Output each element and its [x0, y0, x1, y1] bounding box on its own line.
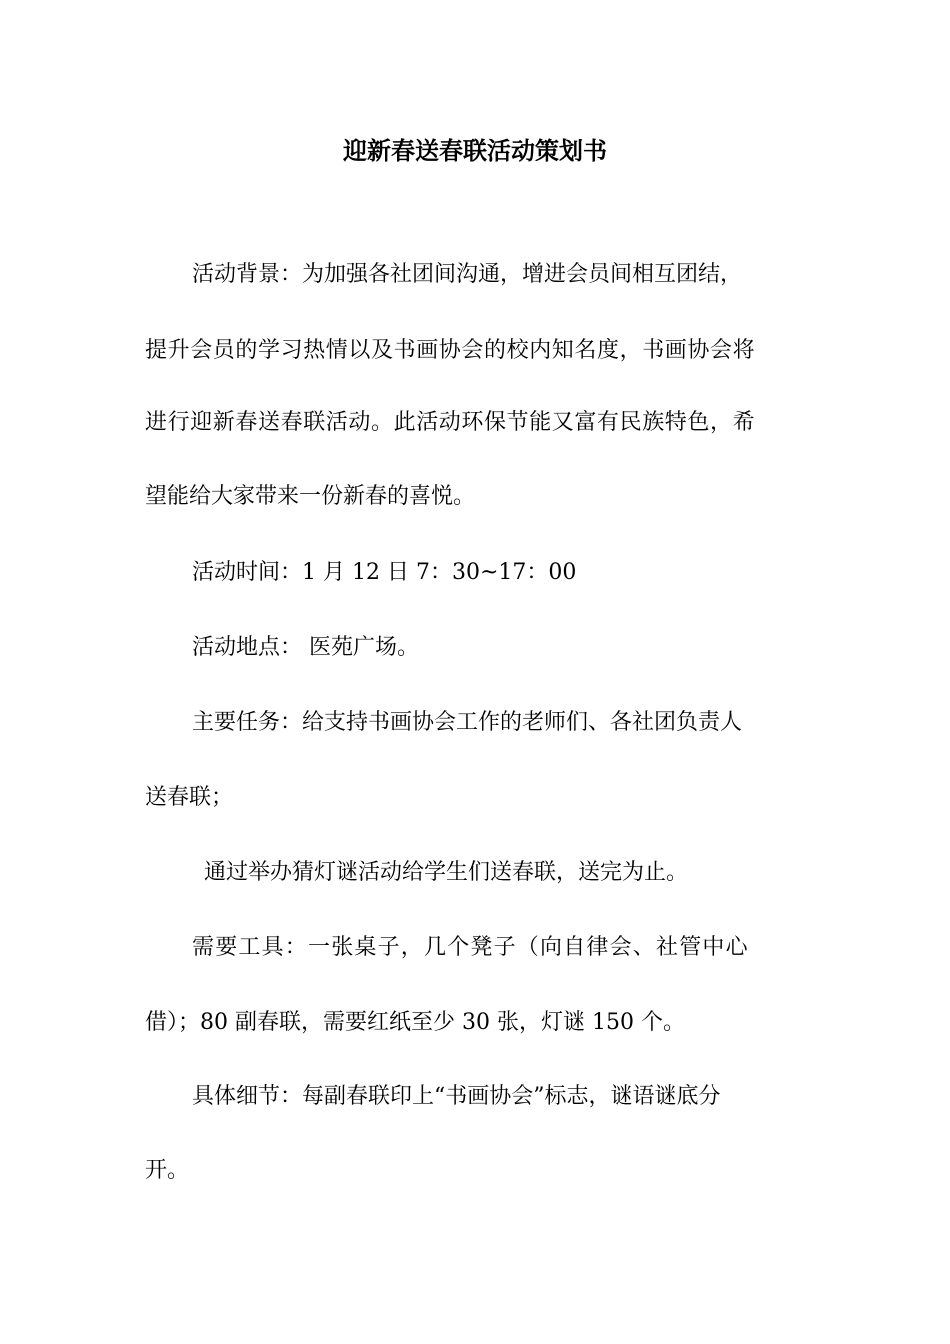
main-task-line-3: 通过举办猜灯谜活动给学生们送春联，送完为止。	[204, 860, 689, 885]
details-line-1: 具体细节：每副春联印上“书画协会”标志，谜语谜底分	[192, 1084, 721, 1109]
tools-line-2: 借）；80 副春联，需要红纸至少 30 张，灯谜 150 个。	[145, 1010, 685, 1035]
activity-location-line: 活动地点： 医苑广场。	[192, 635, 419, 660]
details-line-2: 开。	[145, 1158, 190, 1183]
paragraph-background-line-1: 活动背景：为加强各社团间沟通，增进会员间相互团结，	[192, 262, 743, 287]
main-task-line-1: 主要任务：给支持书画协会工作的老师们、各社团负责人	[192, 710, 743, 735]
tools-line-1: 需要工具：一张桌子，几个凳子（向自律会、社管中心	[192, 935, 749, 960]
paragraph-background-line-2: 提升会员的学习热情以及书画协会的校内知名度，书画协会将	[145, 338, 756, 363]
document-title: 迎新春送春联活动策划书	[343, 136, 607, 165]
paragraph-background-line-4: 望能给大家带来一份新春的喜悦。	[145, 484, 476, 509]
paragraph-background-line-3: 进行迎新春送春联活动。此活动环保节能又富有民族特色，希	[145, 410, 756, 435]
main-task-line-2: 送春联；	[145, 785, 234, 810]
activity-time-line: 活动时间：1 月 12 日 7：30~17：00	[192, 560, 577, 585]
